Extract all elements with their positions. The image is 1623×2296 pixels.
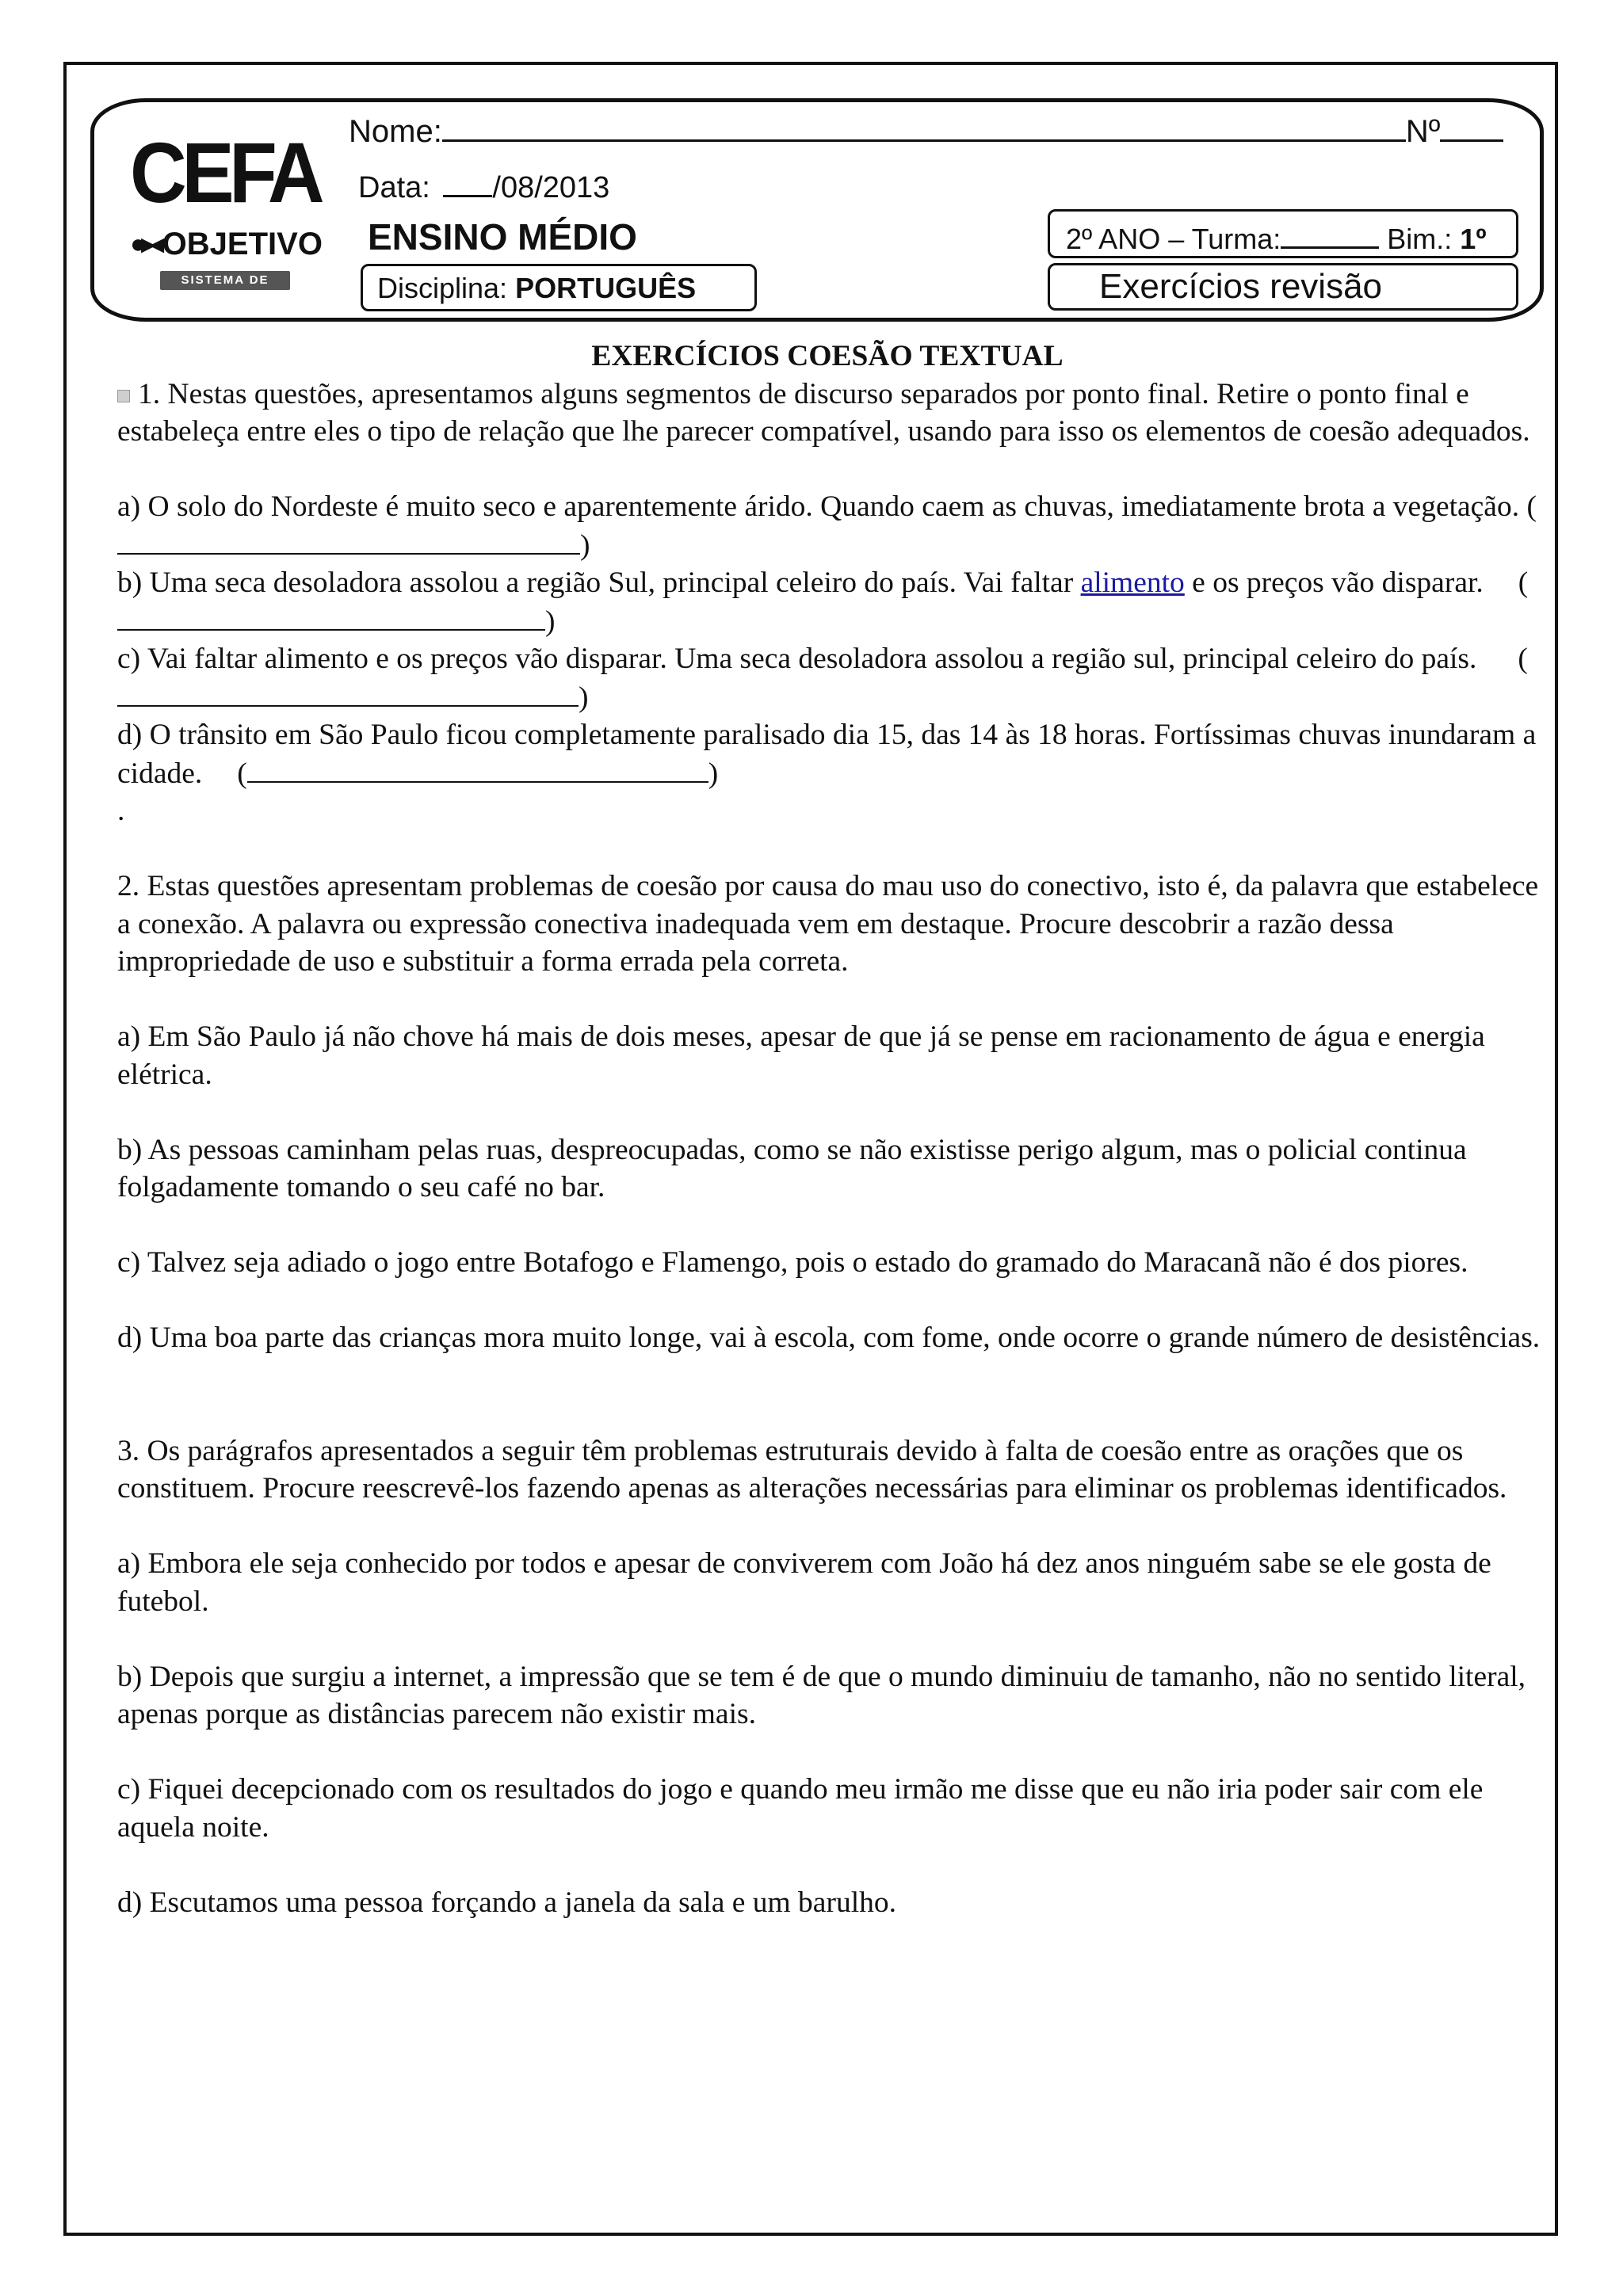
q1-b-text-post: e os preços vão disparar. xyxy=(1184,566,1484,599)
q2-intro: 2. Estas questões apresentam problemas de coesão por causa do mau uso do conectivo, isto é, da palavra que estabelece a conexão. A palavra ou expressão conectiva inadequada vem em destaque. Procure descobrir a razão dessa impropriedade de uso e substituir a forma errada pela correta. xyxy=(117,870,1539,978)
q1-c-answer-blank[interactable] xyxy=(117,678,579,707)
open-paren: ( xyxy=(1518,566,1529,599)
q2-item-a: a) Em São Paulo já não chove há mais de dois meses, apesar de que já se pense em racionamento de água e energia elétrica. xyxy=(117,1020,1485,1091)
q1-b-answer-blank[interactable] xyxy=(117,602,545,631)
q1-a-text: a) O solo do Nordeste é muito seco e aparentemente árido. Quando caem as chuvas, imediatamente brota a vegetação. xyxy=(117,490,1520,523)
q2-item-b: b) As pessoas caminham pelas ruas, despreocupadas, como se não existisse perigo algum, mas o policial continua folgadamente tomando o seu café no bar. xyxy=(117,1133,1467,1203)
q3-item-c: c) Fiquei decepcionado com os resultados do jogo e quando meu irmão me disse que eu não iria poder sair com ele aquela noite. xyxy=(117,1773,1484,1844)
data-day-field[interactable] xyxy=(443,170,492,197)
q1-c-text: c) Vai faltar alimento e os preços vão disparar. Uma seca desoladora assolou a região sul, principal celeiro do país. xyxy=(117,643,1477,675)
numero-field[interactable] xyxy=(1440,114,1503,142)
disciplina-box xyxy=(361,264,757,311)
spacer xyxy=(117,1357,1552,1432)
logo-objetivo-text: OBJETIVO xyxy=(162,227,323,261)
q2-item-c: c) Talvez seja adiado o jogo entre Botafogo e Flamengo, pois o estado do gramado do Maracanã não é dos piores. xyxy=(117,1246,1468,1279)
q3-item-b: b) Depois que surgiu a internet, a impressão que se tem é de que o mundo diminuiu de tamanho, não no sentido literal, apenas porque as distâncias parecem não existir mais. xyxy=(117,1660,1526,1730)
q1-item-d xyxy=(117,716,1552,792)
logo-tagline: SISTEMA DE ENSINO xyxy=(160,271,290,290)
spacer xyxy=(117,451,1552,489)
nome-label: Nome: xyxy=(349,114,442,149)
q1-intro xyxy=(117,376,1552,451)
objetivo-mark-icon: ●▸◂ xyxy=(130,229,159,259)
exercicios-box xyxy=(1048,263,1518,311)
close-paren: ) xyxy=(708,757,719,790)
q3-item-a: a) Embora ele seja conhecido por todos e apesar de conviverem com João há dez anos ninguém sabe se ele gosta de futebol. xyxy=(117,1547,1491,1618)
q3-item-d: d) Escutamos uma pessoa forçando a janela da sala e um barulho. xyxy=(117,1886,896,1919)
q1-d-text: d) O trânsito em São Paulo ficou completamente paralisado dia 15, das 14 às 18 horas. Fortíssimas chuvas inundaram a cidade. xyxy=(117,719,1537,790)
spacer xyxy=(117,1733,1552,1772)
spacer xyxy=(117,1207,1552,1245)
open-paren: ( xyxy=(1518,643,1528,675)
data-label: Data: xyxy=(358,171,430,204)
spacer xyxy=(117,1093,1552,1131)
image-placeholder-icon xyxy=(117,390,130,402)
ano-turma-label: 2º ANO – Turma: xyxy=(1066,223,1281,255)
spacer xyxy=(117,1620,1552,1658)
nome-field[interactable] xyxy=(442,114,1406,142)
disciplina-value: PORTUGUÊS xyxy=(515,272,697,304)
open-paren: ( xyxy=(1526,490,1537,523)
bim-label: Bim.: xyxy=(1387,223,1453,255)
nome-row xyxy=(349,114,1503,150)
disciplina-label: Disciplina: xyxy=(377,272,508,304)
data-row xyxy=(358,170,609,205)
q1-intro-text: 1. Nestas questões, apresentamos alguns segmentos de discurso separados por ponto final. Retire o ponto final e estabeleça entre eles o tipo de relação que lhe parecer compatível, usando para isso os elementos de coesão adequados. xyxy=(117,377,1530,448)
exercicios-label: Exercícios revisão xyxy=(1099,267,1383,306)
spacer xyxy=(117,830,1552,868)
q1-item-b xyxy=(117,564,1552,640)
alimento-link[interactable]: alimento xyxy=(1080,566,1185,599)
close-paren: ) xyxy=(545,605,556,638)
q1-item-a xyxy=(117,488,1552,564)
q3-intro: 3. Os parágrafos apresentados a seguir têm problemas estruturais devido à falta de coesão entre as orações que os constituem. Procure reescrevê-los fazendo apenas as alterações necessárias para eliminar os problemas identificados. xyxy=(117,1434,1507,1505)
worksheet-title: EXERCÍCIOS COESÃO TEXTUAL xyxy=(591,340,1064,372)
bim-value: 1º xyxy=(1460,223,1487,255)
q1-dot: . xyxy=(117,795,125,827)
q1-b-text-pre: b) Uma seca desoladora assolou a região Sul, principal celeiro do país. Vai faltar xyxy=(117,566,1081,599)
q2-item-d: d) Uma boa parte das crianças mora muito longe, vai à escola, com fome, onde ocorre o grande número de desistências. xyxy=(117,1322,1541,1354)
open-paren: ( xyxy=(237,757,247,790)
turma-field[interactable] xyxy=(1281,224,1379,249)
spacer xyxy=(117,1508,1552,1546)
spacer xyxy=(117,1282,1552,1320)
turma-box xyxy=(1048,209,1518,258)
level-label: ENSINO MÉDIO xyxy=(368,216,637,257)
q1-a-answer-blank[interactable] xyxy=(117,526,580,555)
q1-d-answer-blank[interactable] xyxy=(247,754,708,783)
numero-label: Nº xyxy=(1405,114,1441,149)
logo-cefa: CEFA xyxy=(130,124,320,220)
logo-objetivo xyxy=(130,228,323,260)
worksheet-content xyxy=(117,338,1552,1921)
spacer xyxy=(117,981,1552,1019)
spacer xyxy=(117,1846,1552,1884)
data-value: /08/2013 xyxy=(492,171,610,204)
q1-item-c xyxy=(117,640,1552,716)
close-paren: ) xyxy=(580,528,590,562)
close-paren: ) xyxy=(579,681,589,714)
